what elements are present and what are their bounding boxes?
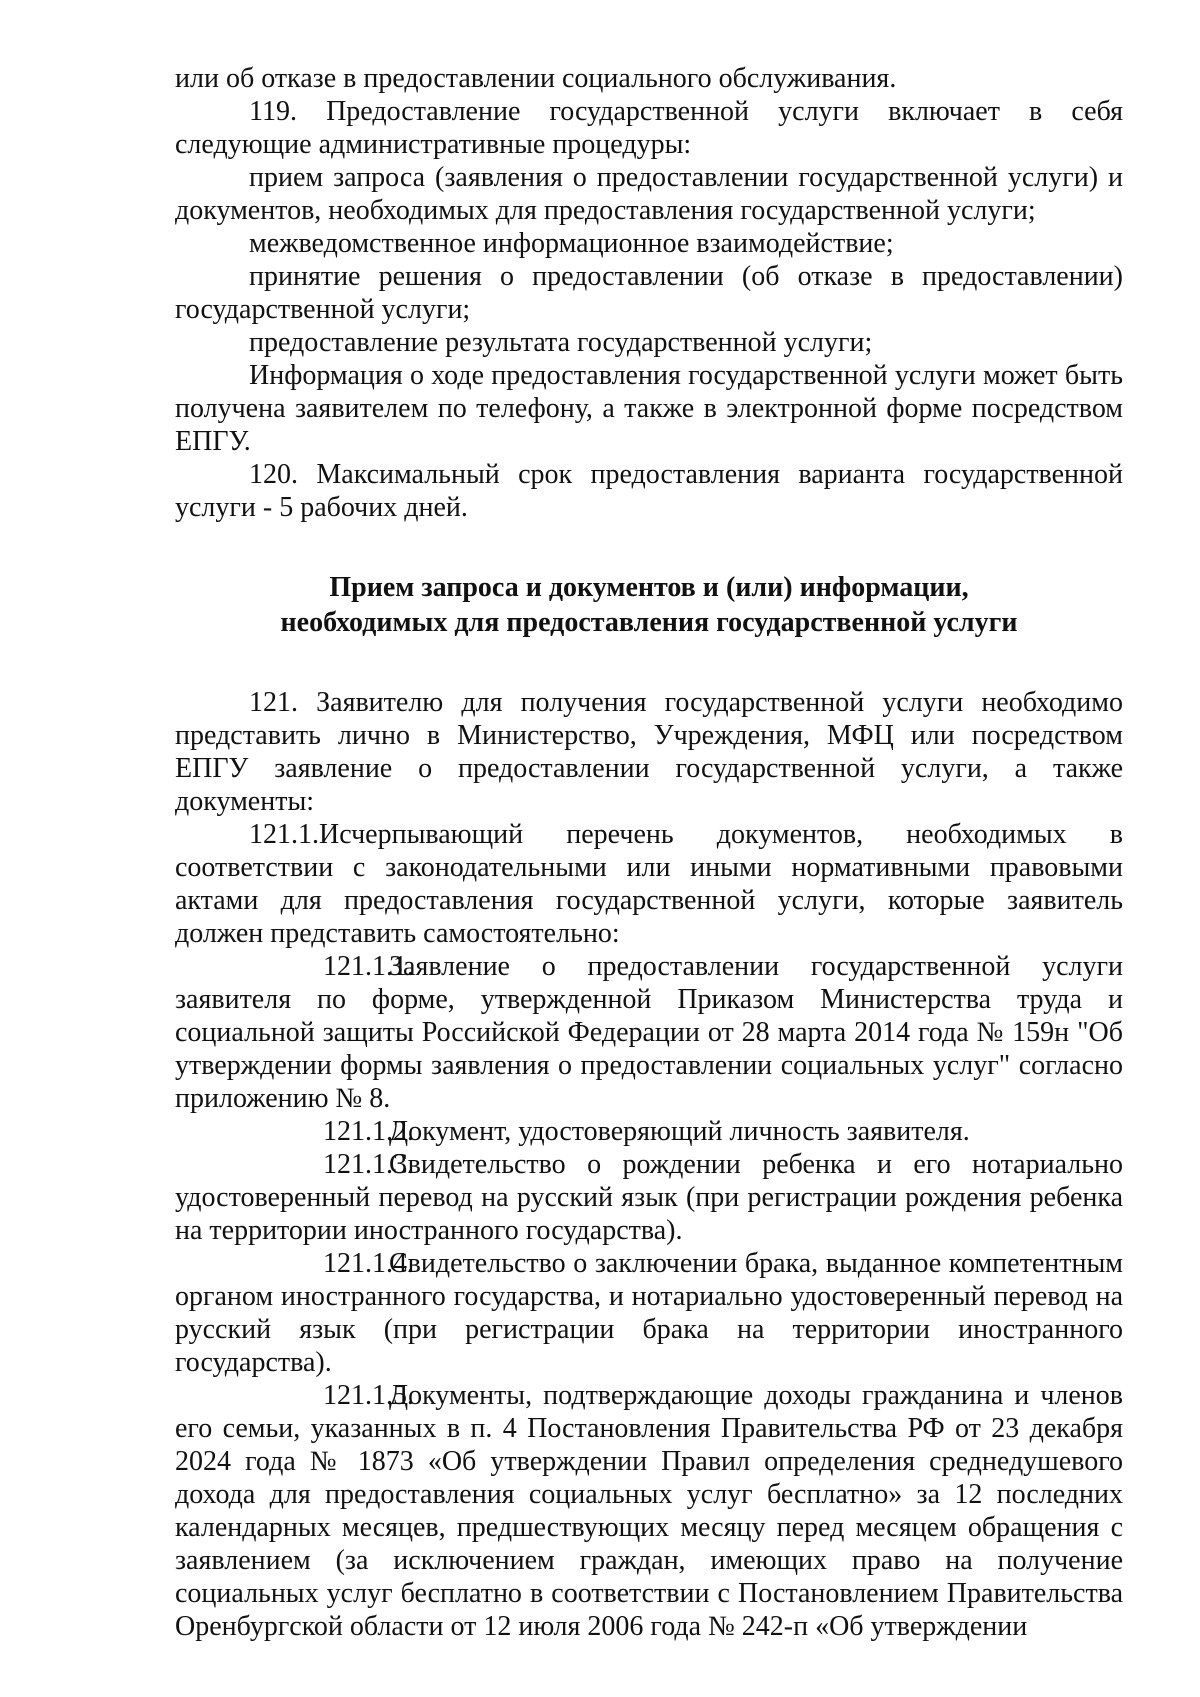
item-number: 121.1.4.	[323, 1248, 414, 1279]
paragraph-procedure-reception: прием запроса (заявления о предоставлении государственной услуги) и документов, необходимых для предоставления государственной услуги;	[175, 162, 1123, 226]
item-text: Документ, удостоверяющий личность заявителя.	[389, 1116, 970, 1147]
item-number: 121.1.3.	[323, 1149, 414, 1180]
paragraph-procedure-decision: принятие решения о предоставлении (об отказе в предоставлении) государственной услуги;	[175, 261, 1123, 325]
paragraph-121-1-1	[175, 950, 1123, 1115]
paragraph-120: 120. Максимальный срок предоставления варианта государственной услуги - 5 рабочих дней.	[175, 459, 1123, 523]
paragraph-121: 121. Заявителю для получения государственной услуги необходимо представить лично в Министерство, Учреждения, МФЦ или посредством ЕПГУ заявление о предоставлении государственной услуги, а также документы:	[175, 687, 1123, 817]
paragraph-121-1-3	[175, 1148, 1123, 1247]
item-text: Свидетельство о рождении ребенка и его нотариально удостоверенный перевод на русский язык (при регистрации рождения ребенка на территории иностранного государства).	[175, 1149, 1123, 1246]
paragraph-121-1-5	[175, 1379, 1123, 1643]
paragraph-121-1-2	[175, 1115, 1123, 1148]
paragraph-119: 119. Предоставление государственной услуги включает в себя следующие административные процедуры:	[175, 96, 1123, 160]
item-number: 121.1.2.	[323, 1116, 414, 1147]
paragraph-121-1: 121.1.Исчерпывающий перечень документов, необходимых в соответствии с законодательными или иными нормативными правовыми актами для предоставления государственной услуги, которые заявитель должен представить самостоятельно:	[175, 819, 1123, 949]
document-page	[175, 62, 1123, 1643]
section-heading-line-2: необходимых для предоставления государственной услуги	[280, 607, 1018, 638]
paragraph-procedure-interaction: межведомственное информационное взаимодействие;	[249, 228, 894, 259]
paragraph-continuation: или об отказе в предоставлении социального обслуживания.	[175, 63, 897, 94]
item-number: 121.1.1.	[323, 951, 414, 982]
item-number: 121.1.5.	[323, 1380, 414, 1411]
paragraph-121-1-4	[175, 1247, 1123, 1379]
paragraph-procedure-result: предоставление результата государственной услуги;	[249, 327, 873, 358]
item-text: Свидетельство о заключении брака, выданное компетентным органом иностранного государства, и нотариально удостоверенный перевод на русский язык (при регистрации брака на территории иностранного государства).	[175, 1248, 1123, 1378]
item-text: Заявление о предоставлении государственной услуги заявителя по форме, утвержденной Приказом Министерства труда и социальной защиты Российской Федерации от 28 марта 2014 года № 159н "Об утверждении формы заявления о предоставлении социальных услуг" согласно приложению № 8.	[175, 951, 1123, 1114]
section-heading-line-1: Прием запроса и документов и (или) информации,	[329, 572, 969, 603]
paragraph-progress-info: Информация о ходе предоставления государственной услуги может быть получена заявителем по телефону, а также в электронной форме посредством ЕПГУ.	[175, 360, 1123, 457]
item-text: Документы, подтверждающие доходы гражданина и членов его семьи, указанных в п. 4 Постановления Правительства РФ от 23 декабря 2024 года № 1873 «Об утверждении Правил определения среднедушевого дохода для предоставления социальных услуг бесплатно» за 12 последних календарных месяцев, предшествующих месяцу перед месяцем обращения с заявлением (за исключением граждан, имеющих право на получение социальных услуг бесплатно в соответствии с Постановлением Правительства Оренбургской области от 12 июля 2006 года № 242-п «Об утверждении	[175, 1380, 1123, 1642]
